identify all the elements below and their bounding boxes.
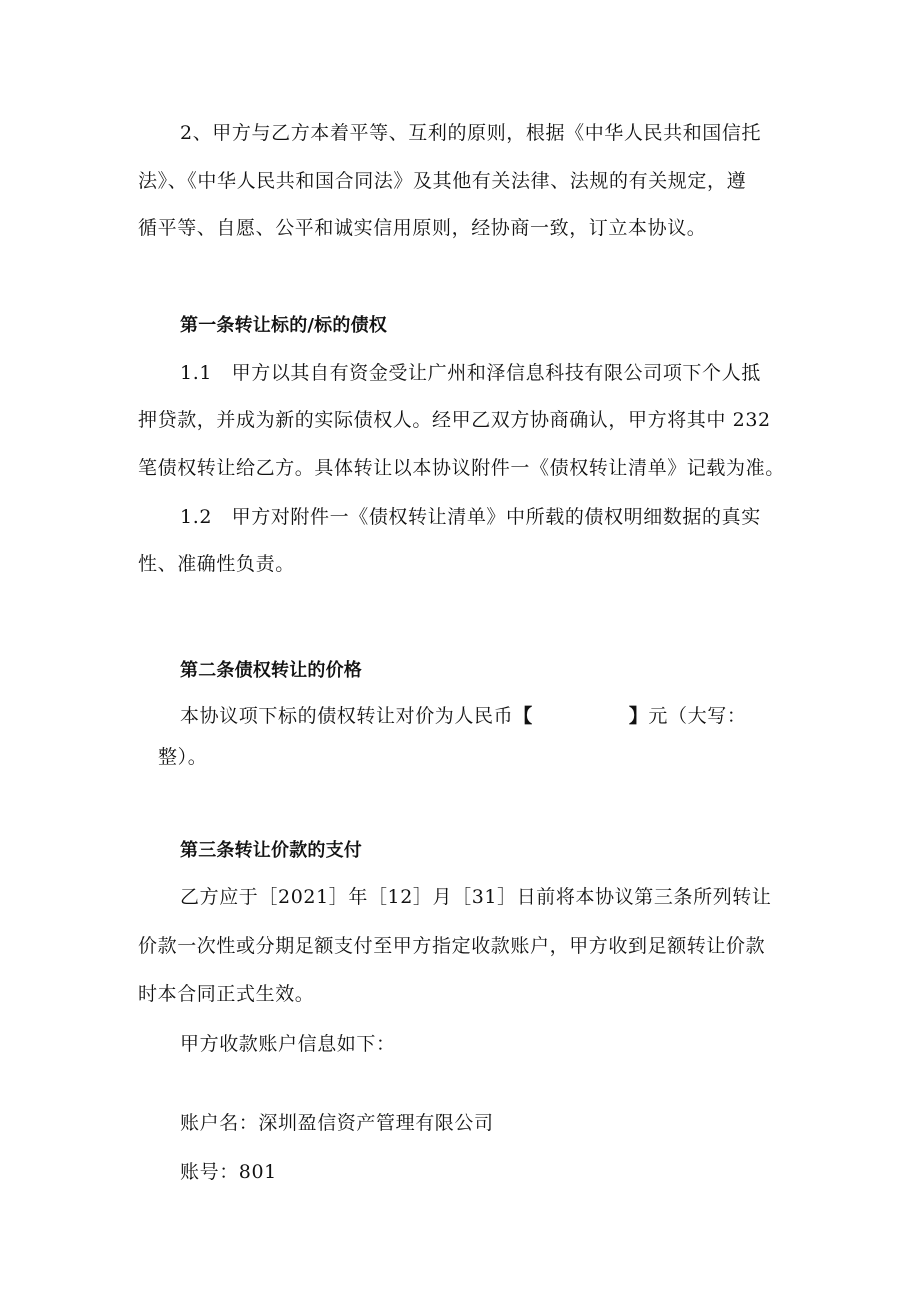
article-1-p2-line-2: 性、准确性负责。 (138, 553, 295, 575)
price-bracket-close: 】 (628, 705, 649, 727)
price-suffix: 元（大写： (648, 705, 747, 727)
article-1-p1-line-3: 笔债权转让给乙方。具体转让以本协议附件一《债权转让清单》记载为准。 (138, 457, 785, 479)
account-intro: 甲方收款账户信息如下： (180, 1033, 396, 1055)
article-1-p2-line-1: 1.2 甲方对附件一《债权转让清单》中所载的债权明细数据的真实 (180, 506, 761, 528)
article-3-heading: 第三条转让价款的支付 (180, 840, 362, 861)
article-3-p1-line-1: 乙方应于［2021］年［12］月［31］日前将本协议第三条所列转让 (180, 886, 772, 908)
intro-line-3: 循平等、自愿、公平和诚实信用原则，经协商一致，订立本协议。 (138, 217, 707, 239)
intro-line-1: 2、甲方与乙方本着平等、互利的原则，根据《中华人民共和国信托 (180, 122, 762, 144)
article-2-price-line-2: 整）。 (158, 746, 208, 768)
price-prefix: 本协议项下标的债权转让对价为人民币 (180, 705, 514, 727)
intro-line-2: 法》、《中华人民共和国合同法》及其他有关法律、法规的有关规定，遵 (138, 170, 747, 192)
article-3-p1-line-2: 价款一次性或分期足额支付至甲方指定收款账户，甲方收到足额转让价款 (138, 935, 766, 957)
article-1-heading: 第一条转让标的/标的债权 (180, 315, 387, 336)
article-2-price-line (180, 705, 746, 727)
account-number: 账号：801 (180, 1161, 277, 1183)
article-1-p1-line-2: 押贷款，并成为新的实际债权人。经甲乙双方协商确认，甲方将其中 232 (138, 409, 771, 431)
price-bracket-open: 【 (513, 705, 533, 727)
article-1-p1-line-1: 1.1 甲方以其自有资金受让广州和泽信息科技有限公司项下个人抵 (180, 362, 761, 384)
article-2-heading: 第二条债权转让的价格 (180, 660, 362, 681)
account-name: 账户名：深圳盈信资产管理有限公司 (180, 1112, 494, 1134)
article-3-p1-line-3: 时本合同正式生效。 (138, 983, 315, 1005)
